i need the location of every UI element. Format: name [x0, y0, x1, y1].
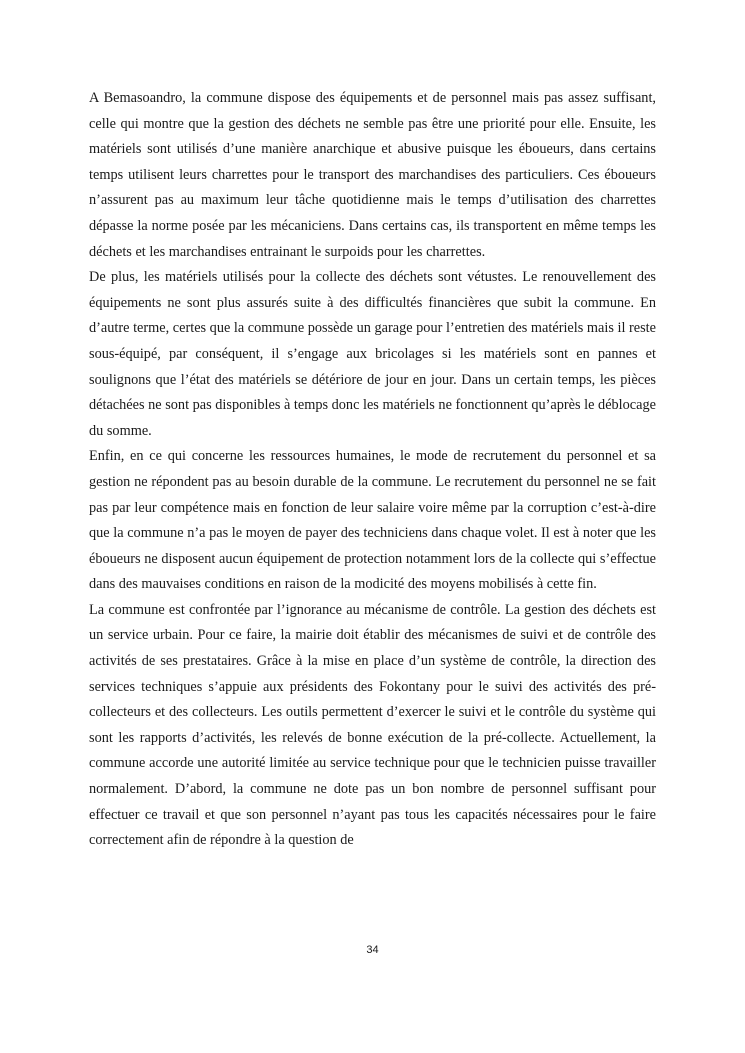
paragraph-2: De plus, les matériels utilisés pour la collecte des déchets sont vétustes. Le renouvellement des équipements ne sont plus assurés suite à des difficultés financières que subit la commune. En d’autre terme, certes que la commune possède un garage pour l’entretien des matériels mais il reste sous-équipé, par conséquent, il s’engage aux bricolages si les matériels sont en pannes et soulignons que l’état des matériels se détériore de jour en jour. Dans un certain temps, les pièces détachées ne sont pas disponibles à temps donc les matériels ne fonctionnent qu’après le déblocage du somme. [89, 269, 656, 439]
paragraph-4: La commune est confrontée par l’ignorance au mécanisme de contrôle. La gestion des déchets est un service urbain. Pour ce faire, la mairie doit établir des mécanismes de suivi et de contrôle des activités de ses prestataires. Grâce à la mise en place d’un système de contrôle, la direction des services techniques s’appuie aux présidents des Fokontany pour le suivi des activités des pré-collecteurs et des collecteurs. Les outils permettent d’exercer le suivi et le contrôle du système qui sont les rapports d’activités, les relevés de bonne exécution de la pré-collecte. Actuellement, la commune accorde une autorité limitée au service technique pour que le technicien puisse travailler normalement. D’abord, la commune ne dote pas un bon nombre de personnel suffisant pour effectuer ce travail et que son personnel n’ayant pas tous les capacités nécessaires pour le faire correctement afin de répondre à la question de [89, 601, 656, 849]
page-number: 34 [366, 944, 379, 956]
paragraph-1: A Bemasoandro, la commune dispose des équipements et de personnel mais pas assez suffisant, celle qui montre que la gestion des déchets ne semble pas être une priorité pour elle. Ensuite, les matériels sont utilisés d’une manière anarchique et abusive puisque les éboueurs, dans certains temps utilisent leurs charrettes pour le transport des marchandises des particuliers. Ces éboueurs n’assurent pas au maximum leur tâche quotidienne mais le temps d’utilisation des charrettes dépasse la norme posée par les mécaniciens. Dans certains cas, ils transportent en même temps les déchets et les marchandises entrainant le surpoids pour les charrettes. [89, 90, 656, 260]
paragraph-3: Enfin, en ce qui concerne les ressources humaines, le mode de recrutement du personnel et sa gestion ne répondent pas au besoin durable de la commune. Le recrutement du personnel ne se fait pas par leur compétence mais en fonction de leur salaire voire même par la corruption c’est-à-dire que la commune n’a pas le moyen de payer des techniciens dans chaque volet. Il est à noter que les éboueurs ne disposent aucun équipement de protection notamment lors de la collecte qui s’effectue dans des mauvaises conditions en raison de la modicité des moyens mobilisés à cette fin. [89, 448, 656, 593]
body-text [89, 86, 656, 854]
